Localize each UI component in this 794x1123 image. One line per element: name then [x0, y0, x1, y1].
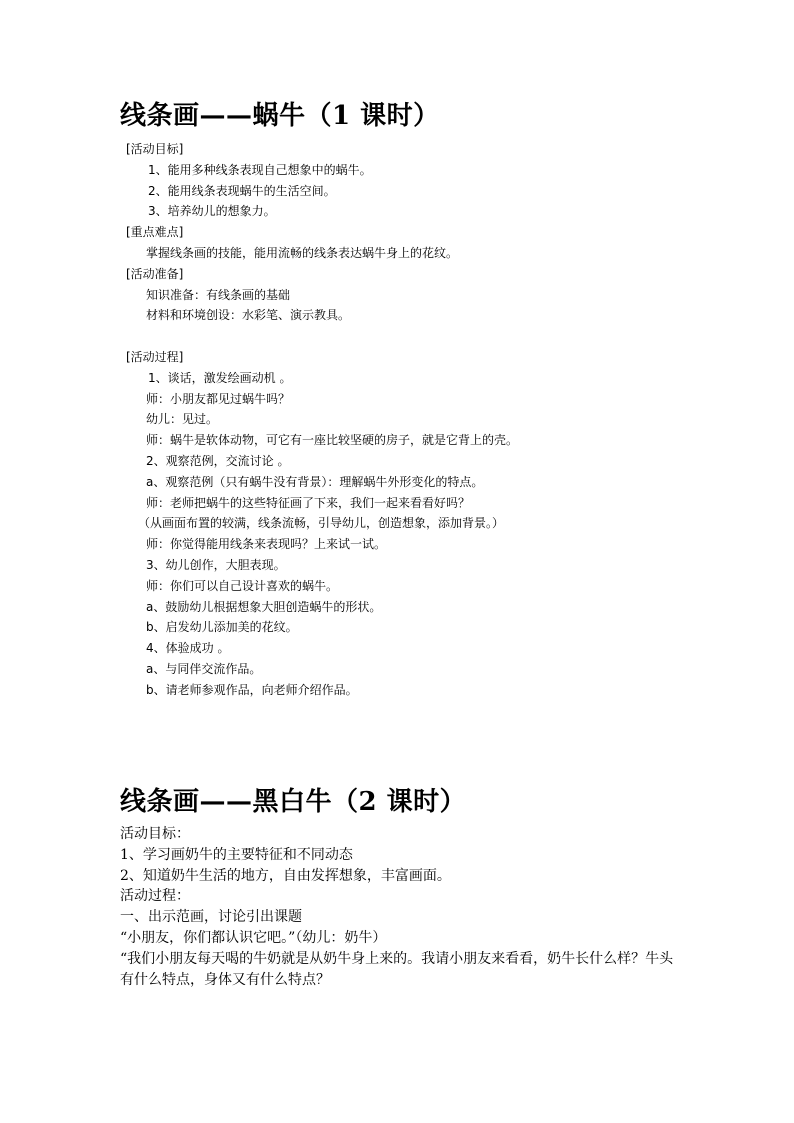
lesson2-title: 线条画——黑白牛（2 课时）	[120, 787, 467, 817]
lesson2-process-step: 一、出示范画，讨论引出课题	[120, 909, 302, 926]
lesson1-process-step: 2、观察范例，交流讨论 。	[146, 453, 290, 468]
lesson1-process-step: 4、体验成功 。	[146, 641, 230, 656]
lesson1-title: 线条画——蜗牛（1 课时）	[120, 101, 440, 131]
lesson1-prep-item: 材料和环境创设：水彩笔、演示教具。	[146, 308, 351, 323]
lesson1-process-line: 师：蜗牛是软体动物，可它有一座比较坚硬的房子，就是它背上的壳。	[146, 433, 519, 448]
lesson1-key-text: 掌握线条画的技能，能用流畅的线条表达蜗牛身上的花纹。	[146, 245, 459, 260]
lesson1-process-line: a、观察范例（只有蜗牛没有背景）：理解蜗牛外形变化的特点。	[146, 474, 484, 489]
lesson1-process-line: 师：你觉得能用线条来表现吗？上来试一试。	[146, 537, 387, 552]
lesson1-process-line: a、与同伴交流作品。	[146, 661, 262, 676]
lesson1-process-line: 师：小朋友都见过蜗牛吗？	[146, 391, 291, 406]
lesson1-process-line: b、请老师参观作品，向老师介绍作品。	[146, 682, 358, 697]
lesson1-goals-label: [活动目标]	[126, 142, 184, 156]
lesson2-process-label: 活动过程：	[120, 888, 190, 905]
lesson1-goal: 1、能用多种线条表现自己想象中的蜗牛。	[148, 162, 372, 177]
lesson2-goal: 1、学习画奶牛的主要特征和不同动态	[120, 846, 353, 863]
blank-line	[120, 326, 720, 347]
lesson2-body	[120, 824, 680, 990]
lesson2-goal: 2、知道奶牛生活的地方，自由发挥想象，丰富画面。	[120, 867, 451, 884]
lesson1-process-line: 幼儿：见过。	[146, 412, 219, 427]
lesson1-process-line: 师：你们可以自己设计喜欢的蜗牛。	[146, 578, 339, 593]
lesson1-process-line: b、启发幼儿添加美的花纹。	[146, 620, 298, 635]
lesson1-prep-label: [活动准备]	[126, 266, 184, 281]
lesson1-goal: 3、培养幼儿的想象力。	[148, 204, 276, 219]
lesson1-key-label: [重点难点]	[126, 225, 184, 240]
lesson1-process-line: （从画面布置的较满，线条流畅，引导幼儿，创造想象，添加背景。）	[138, 516, 505, 531]
lesson2-process-line: “小朋友，你们都认识它吧。”（幼儿：奶牛）	[120, 929, 387, 946]
lesson1-process-step: 3、幼儿创作，大胆表现。	[146, 557, 286, 572]
lesson1-process-step: 1、谈话，激发绘画动机 。	[148, 370, 292, 385]
lesson1-process-label: [活动过程]	[126, 349, 184, 364]
lesson1-process-line: 师：老师把蜗牛的这些特征画了下来，我们一起来看看好吗？	[146, 495, 471, 510]
lesson1-goal: 2、能用线条表现蜗牛的生活空间。	[148, 183, 336, 198]
lesson2-goals-label: 活动目标：	[120, 826, 190, 842]
lesson1-prep-item: 知识准备：有线条画的基础	[146, 287, 291, 302]
lesson1-body	[120, 139, 720, 701]
lesson2-process-line: “我们小朋友每天喝的牛奶就是从奶牛身上来的。我请小朋友来看看，奶牛长什么样？牛头有什么特点，身体又有什么特点？	[120, 950, 674, 988]
lesson1-process-line: a、鼓励幼儿根据想象大胆创造蜗牛的形状。	[146, 599, 382, 614]
